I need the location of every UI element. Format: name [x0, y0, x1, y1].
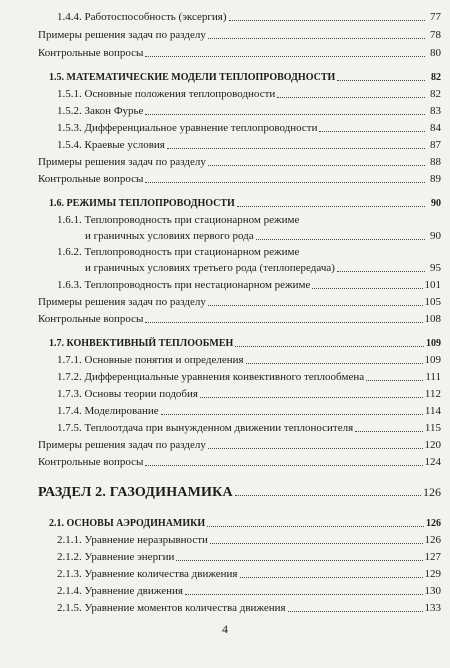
toc-dot-leader [167, 148, 425, 149]
toc-page-number: 78 [430, 29, 441, 41]
toc-entry-title: 2.1.3. Уравнение количества движения [57, 568, 238, 580]
toc-entry-title: 1.5.4. Краевые условия [57, 139, 165, 151]
toc-dot-leader [145, 322, 422, 323]
toc-page-number: 109 [424, 354, 441, 366]
toc-entry-title: Контрольные вопросы [38, 47, 144, 59]
toc-page-number: 87 [430, 139, 441, 151]
toc-page-number: 133 [424, 602, 441, 614]
toc-entry-title: Примеры решения задач по разделу [38, 156, 206, 168]
toc-dot-leader [366, 380, 423, 381]
toc-page-number: 82 [431, 72, 441, 83]
toc-dot-leader [145, 114, 425, 115]
toc-entry-title: РАЗДЕЛ 2. ГАЗОДИНАМИКА [38, 485, 233, 500]
toc-page-number: 129 [424, 568, 441, 580]
toc-entry-title: Примеры решения задач по разделу [38, 296, 206, 308]
toc-dot-leader [277, 97, 425, 98]
toc-entry-title: 1.7.4. Моделирование [57, 405, 159, 417]
toc-entry-title: 1.7. КОНВЕКТИВНЫЙ ТЕПЛООБМЕН [49, 338, 234, 349]
toc-page-number: 80 [430, 47, 441, 59]
toc-entry-line: 1.6.1. Теплопроводность при стационарном режиме [57, 214, 300, 226]
toc-entry-title: и граничных условиях первого рода [85, 230, 254, 242]
toc-entry [57, 422, 441, 435]
toc-dot-leader [210, 543, 423, 544]
toc-page-number: 115 [424, 422, 441, 434]
toc-dot-leader [176, 560, 422, 561]
toc-page-number: 82 [430, 88, 441, 100]
toc-page-number: 114 [424, 405, 441, 417]
toc-dot-leader [145, 56, 425, 57]
toc-dot-leader [319, 131, 425, 132]
toc-entry [57, 122, 441, 135]
toc-dot-leader [200, 397, 423, 398]
toc-entry [57, 105, 441, 118]
toc-entry-title: 2.1.5. Уравнение моментов количества движения [57, 602, 286, 614]
toc-page-number: 90 [430, 230, 441, 242]
toc-dot-leader [145, 465, 422, 466]
toc-entry [57, 279, 441, 292]
toc-entry-title: 1.6. РЕЖИМЫ ТЕПЛОПРОВОДНОСТИ [49, 198, 235, 209]
toc-entry-title: 1.7.3. Основы теории подобия [57, 388, 198, 400]
toc-dot-leader [207, 526, 424, 527]
toc-entry [57, 568, 441, 581]
toc-entry-title: Контрольные вопросы [38, 456, 144, 468]
toc-entry [38, 439, 441, 452]
toc-dot-leader [208, 305, 423, 306]
toc-page-number: 111 [425, 371, 441, 383]
toc-entry [57, 405, 441, 418]
toc-entry-title: 1.5.1. Основные положения теплопроводности [57, 88, 276, 100]
toc-page-number: 126 [426, 518, 441, 529]
toc-entry-title: 1.6.3. Теплопроводность при нестационарном режиме [57, 279, 311, 291]
toc-entry-title: 2.1. ОСНОВЫ АЭРОДИНАМИКИ [49, 518, 206, 529]
toc-dot-leader [161, 414, 423, 415]
toc-entry-line: 1.6.2. Теплопроводность при стационарном режиме [57, 246, 300, 258]
toc-page-number: 88 [430, 156, 441, 168]
toc-section-heading [49, 197, 441, 210]
toc-entry-title: 2.1.2. Уравнение энергии [57, 551, 175, 563]
page-number: 4 [222, 622, 228, 636]
toc-section-heading [49, 71, 441, 84]
toc-part-heading [38, 486, 441, 499]
toc-dot-leader [337, 80, 425, 81]
toc-dot-leader [235, 346, 424, 347]
toc-dot-leader [208, 448, 423, 449]
toc-entry [57, 388, 441, 401]
toc-entry-title: 1.4.4. Работоспособность (эксергия) [57, 11, 227, 23]
toc-entry-title: 2.1.1. Уравнение неразрывности [57, 534, 208, 546]
toc-entry-title: Примеры решения задач по разделу [38, 439, 206, 451]
toc-entry [85, 262, 441, 275]
toc-entry-title: 1.7.1. Основные понятия и определения [57, 354, 244, 366]
toc-entry [57, 139, 441, 152]
toc-page-number: 127 [424, 551, 441, 563]
toc-page-number: 109 [426, 338, 441, 349]
toc-dot-leader [229, 20, 425, 21]
toc-entry-title: и граничных условиях третьего рода (теплопередача) [85, 262, 335, 274]
toc-entry-title: 1.5.3. Дифференциальное уравнение теплопроводности [57, 122, 318, 134]
toc-entry [38, 156, 441, 169]
toc-entry [57, 551, 441, 564]
toc-entry [38, 173, 441, 186]
toc-dot-leader [237, 206, 425, 207]
toc-page-number: 108 [424, 313, 441, 325]
toc-entry [57, 11, 441, 24]
toc-dot-leader [208, 165, 425, 166]
toc-entry-title: 1.7.5. Теплоотдача при вынужденном движении теплоносителя [57, 422, 354, 434]
toc-page-number: 77 [430, 11, 441, 23]
toc-page-number: 105 [424, 296, 441, 308]
toc-entry-title: 2.1.4. Уравнение движения [57, 585, 183, 597]
toc-page-number: 130 [424, 585, 441, 597]
toc-section-heading [49, 517, 441, 530]
toc-dot-leader [235, 495, 421, 496]
toc-page-number: 126 [424, 534, 441, 546]
toc-page-number: 95 [430, 262, 441, 274]
toc-page-number: 120 [424, 439, 441, 451]
toc-page-number: 90 [431, 198, 441, 209]
toc-page-number: 83 [430, 105, 441, 117]
toc-entry-title: Примеры решения задач по разделу [38, 29, 206, 41]
toc-dot-leader [312, 288, 422, 289]
toc-dot-leader [337, 271, 425, 272]
toc-entry-title: 1.7.2. Дифференциальные уравнения конвективного теплообмена [57, 371, 365, 383]
toc-entry [57, 371, 441, 384]
toc-dot-leader [145, 182, 425, 183]
toc-entry-title: 1.5.2. Закон Фурье [57, 105, 144, 117]
toc-section-heading [49, 337, 441, 350]
toc-entry-title: 1.5. МАТЕМАТИЧЕСКИЕ МОДЕЛИ ТЕПЛОПРОВОДНОСТИ [49, 72, 336, 83]
toc-page-number: 112 [424, 388, 441, 400]
toc-entry-title: Контрольные вопросы [38, 173, 144, 185]
toc-page-number: 124 [424, 456, 441, 468]
toc-entry [57, 602, 441, 615]
toc-entry [38, 456, 441, 469]
toc-entry [38, 29, 441, 42]
toc-page-number: 89 [430, 173, 441, 185]
toc-dot-leader [208, 38, 425, 39]
toc-dot-leader [256, 239, 425, 240]
toc-entry [38, 296, 441, 309]
toc-dot-leader [246, 363, 423, 364]
toc-entry [38, 47, 441, 60]
toc-dot-leader [288, 611, 423, 612]
toc-entry [85, 230, 441, 243]
toc-entry [57, 88, 441, 101]
toc-dot-leader [355, 431, 423, 432]
toc-page-number: 84 [430, 122, 441, 134]
toc-entry [57, 354, 441, 367]
toc-page-number: 126 [423, 485, 441, 499]
toc-dot-leader [240, 577, 423, 578]
toc-entry-title: Контрольные вопросы [38, 313, 144, 325]
toc-entry [38, 313, 441, 326]
toc-page-number: 101 [424, 279, 441, 291]
toc-dot-leader [185, 594, 423, 595]
toc-entry [57, 585, 441, 598]
toc-entry [57, 534, 441, 547]
